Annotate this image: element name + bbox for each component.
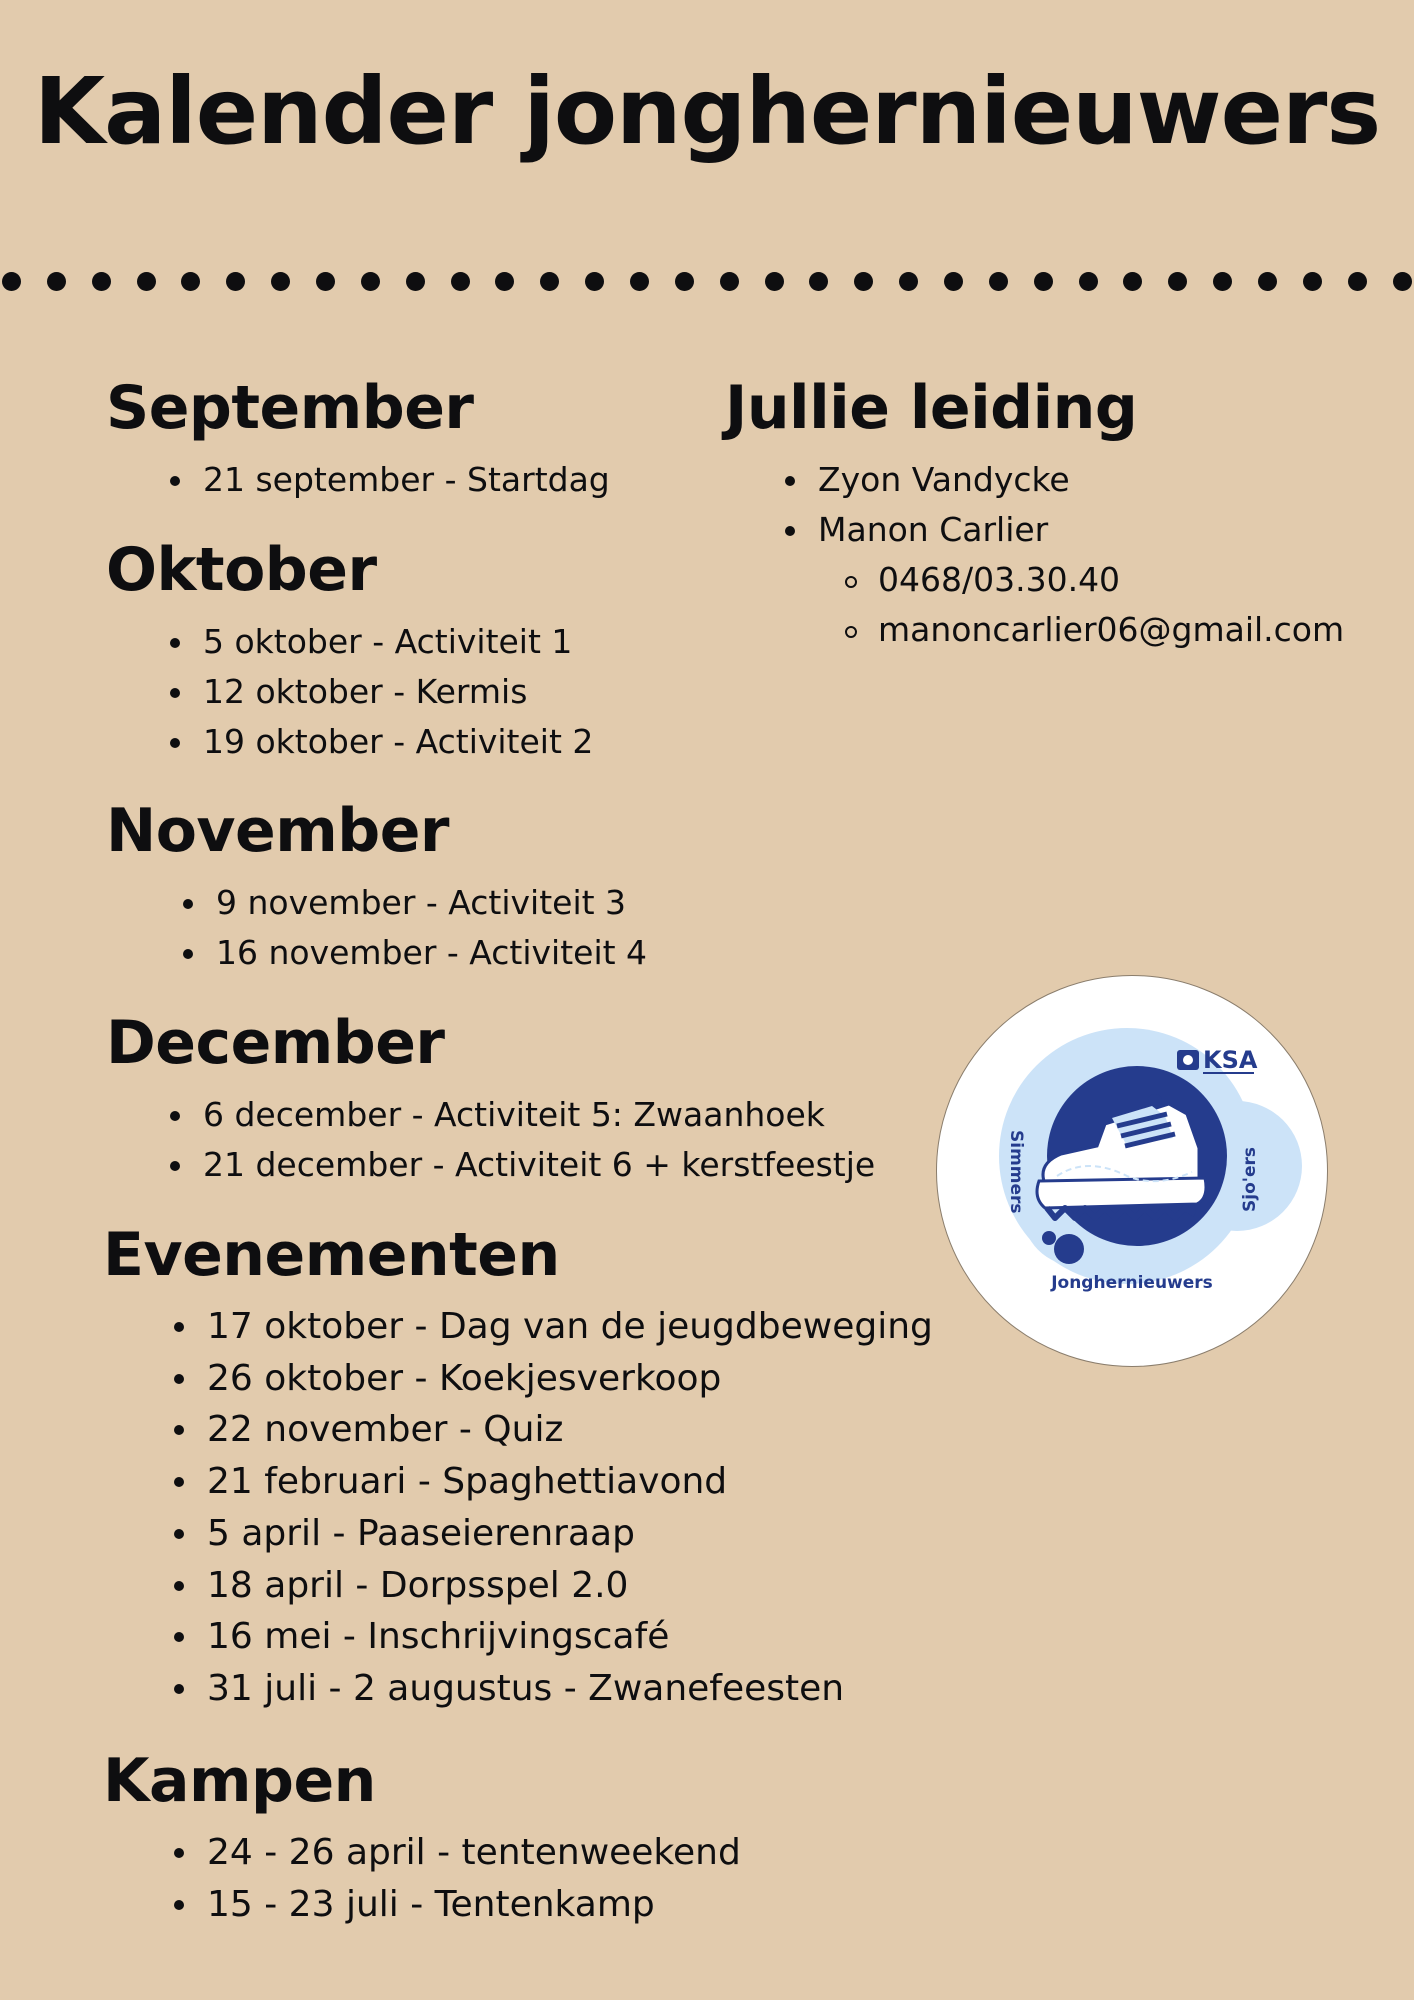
logo-graphic — [937, 976, 1327, 1366]
phone-number: 0468/03.30.40 — [878, 555, 1344, 605]
leader-name: Manon Carlier — [818, 505, 1344, 555]
divider-dot — [137, 272, 156, 291]
list-item: 12 oktober - Kermis — [203, 667, 593, 717]
month-oktober — [106, 535, 594, 767]
divider-dot — [1348, 272, 1367, 291]
divider-dot — [720, 272, 739, 291]
leaders-heading: Jullie leiding — [725, 373, 1138, 443]
list-item: 22 november - Quiz — [207, 1404, 933, 1456]
list-item: 16 november - Activiteit 4 — [216, 928, 647, 978]
logo-brand: KSA — [1203, 1046, 1258, 1074]
month-list — [203, 455, 610, 505]
divider-dot — [675, 272, 694, 291]
divider-dot — [1303, 272, 1322, 291]
month-december — [106, 1008, 876, 1190]
divider-dot — [989, 272, 1008, 291]
divider-dot — [361, 272, 380, 291]
logo-dot — [1054, 1234, 1084, 1264]
divider-dot — [540, 272, 559, 291]
events-list — [207, 1301, 933, 1715]
month-september — [106, 373, 610, 505]
list-item: 19 oktober - Activiteit 2 — [203, 717, 593, 767]
month-list — [203, 617, 593, 767]
divider-dot — [899, 272, 918, 291]
events-heading: Evenementen — [103, 1220, 560, 1290]
camps-list — [207, 1827, 741, 1930]
divider-dot — [944, 272, 963, 291]
leader-name: Zyon Vandycke — [818, 455, 1344, 505]
camps-section — [103, 1746, 741, 1930]
leaders-list — [818, 455, 1344, 555]
month-heading: September — [106, 373, 474, 443]
divider-dot — [1258, 272, 1277, 291]
divider-dot — [1168, 272, 1187, 291]
divider-dot — [630, 272, 649, 291]
page-title: Kalender jonghernieuwers — [33, 58, 1381, 165]
ksa-mark-icon — [1177, 1050, 1199, 1070]
divider-dot — [1393, 272, 1412, 291]
divider-dot — [316, 272, 335, 291]
divider-dot — [47, 272, 66, 291]
divider-dot — [585, 272, 604, 291]
events-section — [103, 1220, 933, 1715]
divider-dot — [181, 272, 200, 291]
logo-right-text: Sjo'ers — [1240, 1147, 1260, 1212]
divider-dot — [1213, 272, 1232, 291]
divider-dot — [92, 272, 111, 291]
month-heading: Oktober — [106, 535, 377, 605]
list-item: 17 oktober - Dag van de jeugdbeweging — [207, 1301, 933, 1353]
logo-left-text: Simmers — [1006, 1130, 1026, 1214]
list-item: 21 februari - Spaghettiavond — [207, 1456, 933, 1508]
divider-dot — [1123, 272, 1142, 291]
month-list — [203, 1090, 875, 1190]
month-heading: December — [106, 1008, 445, 1078]
ksa-logo — [936, 975, 1328, 1367]
list-item: 26 oktober - Koekjesverkoop — [207, 1353, 933, 1405]
list-item: 31 juli - 2 augustus - Zwanefeesten — [207, 1663, 933, 1715]
divider-dot — [1079, 272, 1098, 291]
divider-dot — [406, 272, 425, 291]
list-item: 9 november - Activiteit 3 — [216, 878, 647, 928]
list-item: 6 december - Activiteit 5: Zwaanhoek — [203, 1090, 875, 1140]
divider-dot — [495, 272, 514, 291]
logo-dot — [1042, 1231, 1056, 1245]
divider-dot — [809, 272, 828, 291]
list-item: 5 april - Paaseierenraap — [207, 1508, 933, 1560]
list-item: 5 oktober - Activiteit 1 — [203, 617, 593, 667]
divider-dot — [451, 272, 470, 291]
divider-dot — [271, 272, 290, 291]
list-item: 21 december - Activiteit 6 + kerstfeestje — [203, 1140, 875, 1190]
logo-bottom-text: Jonghernieuwers — [1051, 1273, 1213, 1293]
list-item: 24 - 26 april - tentenweekend — [207, 1827, 741, 1879]
divider-dot — [765, 272, 784, 291]
divider-dot — [854, 272, 873, 291]
list-item: 16 mei - Inschrijvingscafé — [207, 1611, 933, 1663]
camps-heading: Kampen — [103, 1746, 376, 1816]
list-item: 21 september - Startdag — [203, 455, 610, 505]
list-item: 18 april - Dorpsspel 2.0 — [207, 1560, 933, 1612]
month-november — [106, 796, 648, 978]
divider-dot — [1034, 272, 1053, 291]
list-item: 15 - 23 juli - Tentenkamp — [207, 1879, 741, 1931]
month-list — [216, 878, 647, 978]
dotted-divider — [0, 269, 1414, 293]
contact-list — [878, 555, 1344, 655]
email-address[interactable]: manoncarlier06@gmail.com — [878, 605, 1344, 655]
divider-dot — [226, 272, 245, 291]
divider-dot — [2, 272, 21, 291]
month-heading: November — [106, 796, 449, 866]
leaders-section — [725, 373, 1345, 655]
